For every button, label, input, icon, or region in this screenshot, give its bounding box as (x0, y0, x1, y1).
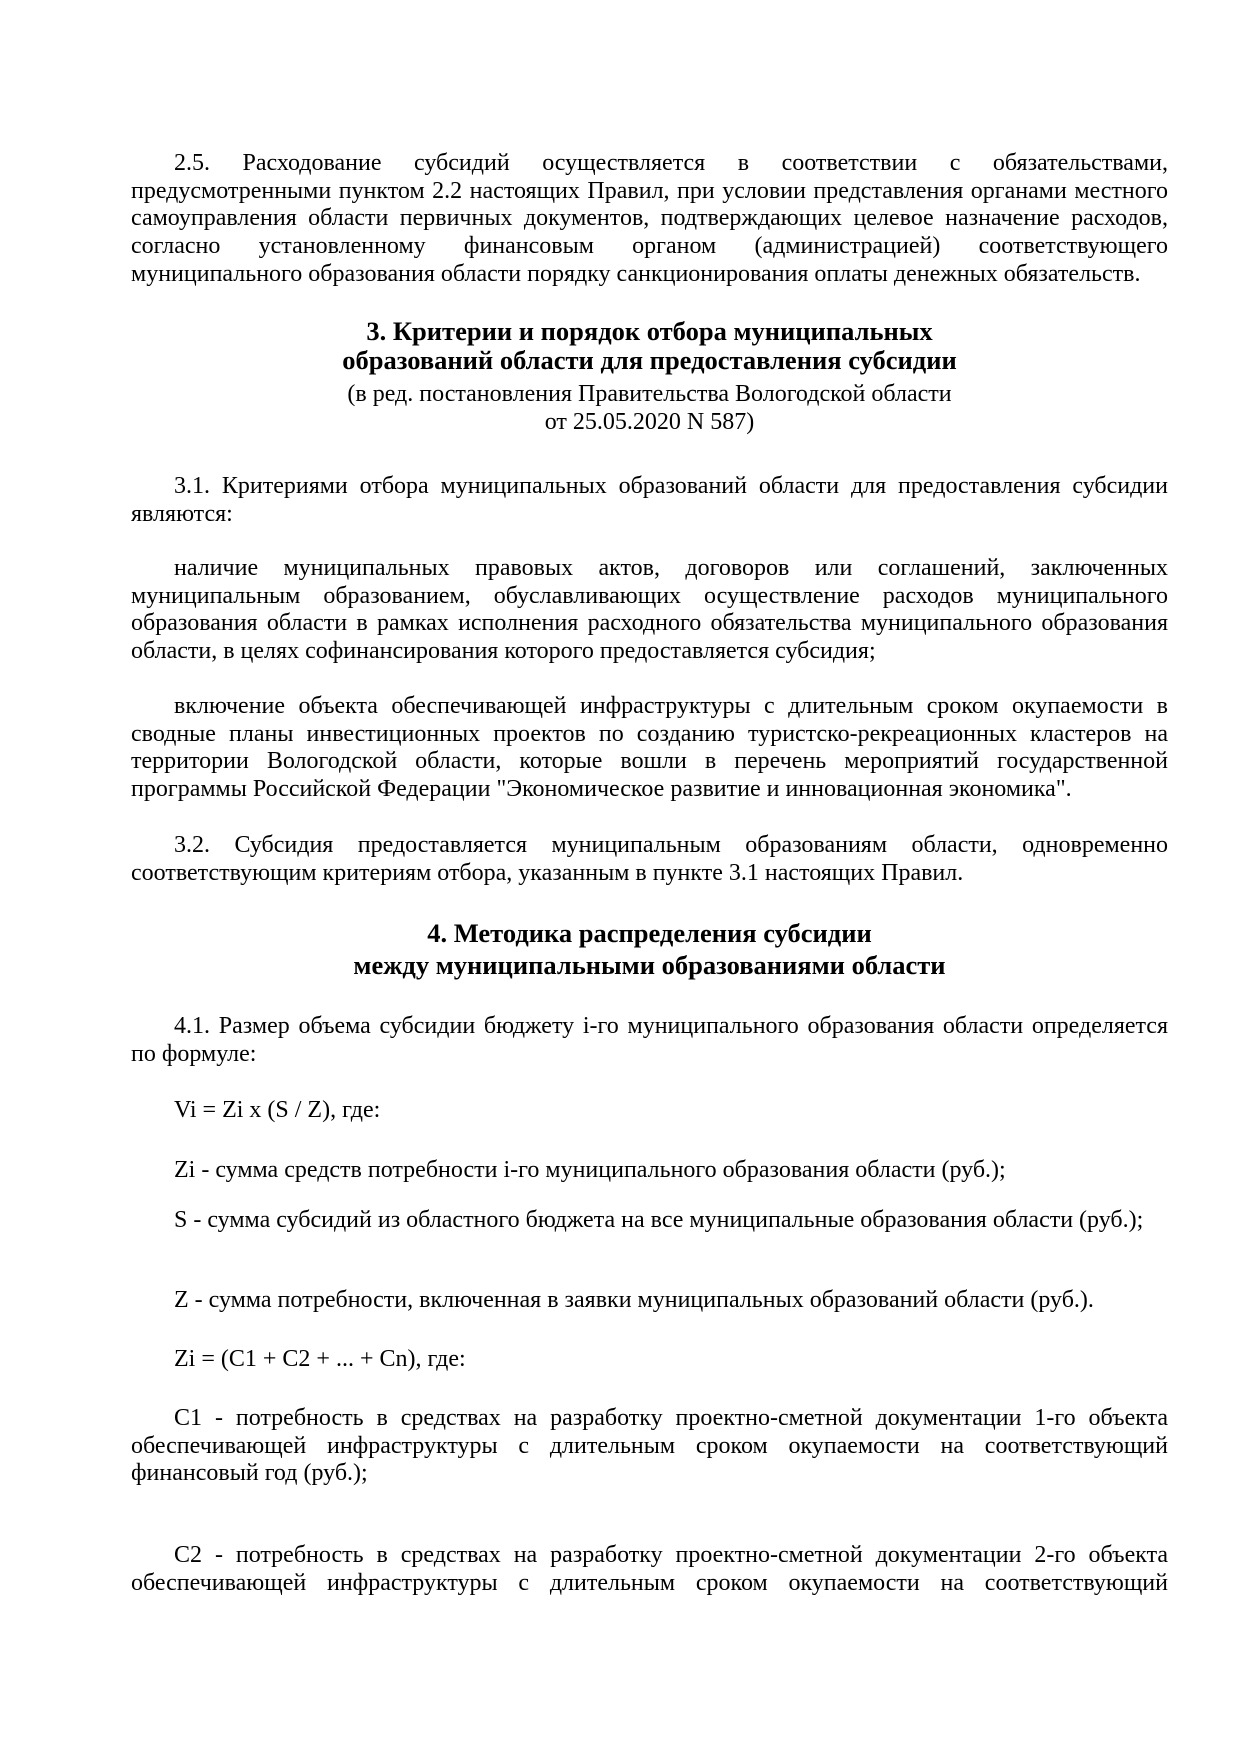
definition-s: S - сумма субсидий из областного бюджета на все муниципальные образования области (руб.); (174, 1207, 1144, 1233)
definition-z: Z - сумма потребности, включенная в заявки муниципальных образований области (руб.). (174, 1287, 1094, 1313)
paragraph-2-5: 2.5. Расходование субсидий осуществляется в соответствии с обязательствами, предусмотренными пунктом 2.2 настоящих Правил, при условии представления органами местного самоуправления области первичных документов, подтверждающих целевое назначение расходов, согласно установленному финансовым органом (администрацией) соответствующего муниципального образования области порядку санкционирования оплаты денежных обязательств. (131, 150, 1168, 287)
section-4-heading (131, 919, 1168, 980)
definition-c2: C2 - потребность в средствах на разработку проектно-сметной документации 2-го объекта обеспечивающей инфраструктуры с длительным сроком окупаемости на соответствующий (131, 1542, 1168, 1596)
definition-zi: Zi - сумма средств потребности i-го муниципального образования области (руб.); (174, 1157, 1006, 1183)
formula-vi: Vi = Zi x (S / Z), где: (174, 1097, 381, 1123)
criterion-1: наличие муниципальных правовых актов, договоров или соглашений, заключенных муниципальным образованием, обуславливающих осуществление расходов муниципального образования области в рамках исполнения расходного обязательства муниципального образования области, в целях софинансирования которого предоставляется субсидия; (131, 555, 1168, 665)
formula-zi: Zi = (C1 + C2 + ... + Cn), где: (174, 1346, 466, 1372)
section-3-heading (131, 317, 1168, 436)
section-3-title-line1: 3. Критерии и порядок отбора муниципальных (366, 316, 933, 346)
paragraph-3-1: 3.1. Критериями отбора муниципальных образований области для предоставления субсидии являются: (131, 473, 1168, 527)
paragraph-4-1: 4.1. Размер объема субсидии бюджету i-го муниципального образования области определяется по формуле: (131, 1013, 1168, 1067)
section-4-title-line1: 4. Методика распределения субсидии (427, 918, 872, 948)
section-3-amendment-note: (в ред. постановления Правительства Вологодской области (347, 381, 952, 407)
section-4-title-line2: между муниципальными образованиями области (353, 950, 946, 980)
section-3-title-line2: образований области для предоставления субсидии (342, 345, 957, 375)
definition-c1: C1 - потребность в средствах на разработку проектно-сметной документации 1-го объекта обеспечивающей инфраструктуры с длительным сроком окупаемости на соответствующий финансовый год (руб.); (131, 1405, 1168, 1487)
paragraph-3-2: 3.2. Субсидия предоставляется муниципальным образованиям области, одновременно соответствующим критериям отбора, указанным в пункте 3.1 настоящих Правил. (131, 832, 1168, 886)
section-3-amendment-date: от 25.05.2020 N 587) (544, 409, 755, 435)
criterion-2: включение объекта обеспечивающей инфраструктуры с длительным сроком окупаемости в сводные планы инвестиционных проектов по созданию туристско-рекреационных кластеров на территории Вологодской области, которые вошли в перечень мероприятий государственной программы Российской Федерации "Экономическое развитие и инновационная экономика". (131, 693, 1168, 803)
